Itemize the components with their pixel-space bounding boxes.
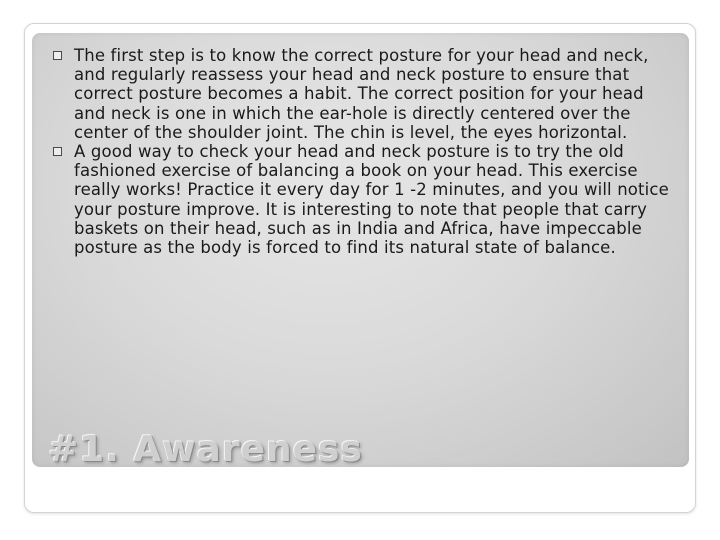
bullet-item — [46, 46, 678, 142]
bullet-text: A good way to check your head and neck posture is to try the old fashioned exercise of balancing a book on your head. This exercise really works! Practice it every day for 1 -2 minutes, and you will notice your posture improve. It is interesting to note that people that carry baskets on their head, such as in India and Africa, have impeccable posture as the body is forced to find its natural state of balance. — [74, 142, 669, 258]
slide-title: #1. Awareness — [48, 429, 363, 470]
bullet-list — [46, 46, 678, 257]
square-bullet-icon — [53, 147, 62, 156]
square-bullet-icon — [53, 51, 62, 60]
bullet-item — [46, 142, 678, 257]
bullet-text: The first step is to know the correct posture for your head and neck, and regularly reassess your head and neck posture to ensure that correct posture becomes a habit. The correct position for your head and neck is one in which the ear-hole is directly centered over the center of the shoulder joint. The chin is level, the eyes horizontal. — [74, 46, 649, 142]
